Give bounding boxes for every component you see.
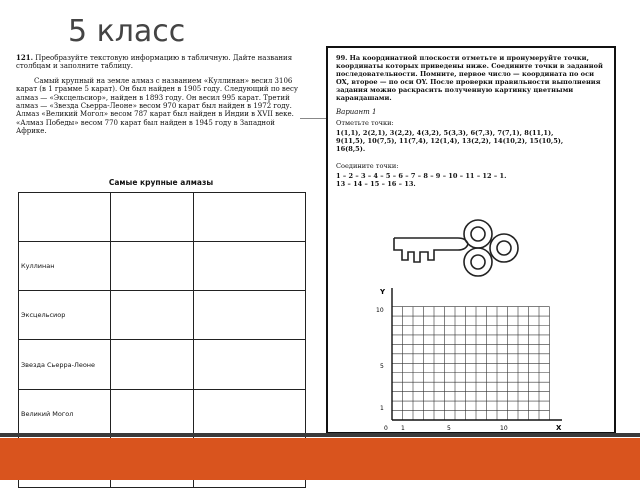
task-121-instruction: Преобразуйте текстовую информацию в табличную. Дайте названия столбцам и заполните таблицу.: [16, 54, 293, 71]
task-121-body: Самый крупный на земле алмаз с названием «Куллинан» весил 3106 карат (в 1 грамме 5 карат). Он был найден в 1905 году. Следующий по весу алмаз — «Эксцельсиор», найден в 1893 году. Он весил 995 карат. Третий алмаз — «Звезда Сьерра-Леоне» весом 970 карат был найден в 1972 году. Алмаз «Великий Могол» весом 787 карат был найден в Индии в XVII веке. «Алмаз Победы» весом 770 карат был найден в 1945 году в Западной Африке.: [16, 76, 299, 136]
y-tick-label: 10: [376, 307, 384, 314]
table-row: [19, 389, 306, 438]
table-row: [19, 242, 306, 291]
connect-label: Соедините точки:: [336, 161, 399, 170]
points-list: 1(1,1), 2(2,1), 3(2,2), 4(3,2), 5(3,3), 6(7,3), 7(7,1), 8(11,1), 9(11,5), 10(7,5), 11(7,4), 12(1,4), 13(2,2), 14(10,2), 15(10,5), 16(8,5).: [336, 129, 564, 154]
key-bit: [394, 238, 458, 262]
key-bow-bottom: [464, 248, 492, 276]
y-tick-label: 5: [380, 363, 384, 370]
y-axis-label: Y: [380, 288, 386, 296]
footer-stripe: [0, 433, 640, 437]
task-99-number: 99.: [336, 54, 348, 62]
task-99-instruction: На координатной плоскости отметьте и пронумеруйте точки, координаты которых приведены ниже. Соедините точки в заданной последовательности. Помните, первое число — координата по оси OX, второе — по оси OY. После проверки правильности выполнения задания можно раскрасить полученную картинку цветными карандашами.: [336, 54, 603, 102]
table-row: [19, 291, 306, 340]
y-tick-label: 1: [380, 405, 384, 412]
row-label: Куллинан: [19, 242, 111, 291]
x-tick-label: 5: [447, 425, 451, 432]
task-99-text: [336, 54, 608, 102]
connect-sequence: 1 – 2 – 3 – 4 – 5 – 6 – 7 – 8 – 9 – 10 – 11 – 12 – 1. 13 – 14 – 15 – 16 – 13.: [336, 171, 507, 188]
key-illustration: [388, 216, 528, 282]
coordinate-grid: [372, 282, 572, 432]
table-row: [19, 193, 306, 242]
mark-points-label: Отметьте точки:: [336, 119, 394, 127]
left-page: [16, 54, 306, 438]
x-tick-label: 10: [500, 425, 508, 432]
x-tick-label: 0: [384, 425, 388, 432]
table-row: [19, 340, 306, 389]
row-label: Великий Могол: [19, 389, 111, 438]
diamond-table-title: Самые крупные алмазы: [108, 178, 214, 187]
row-label: Эксцельсиор: [19, 291, 111, 340]
footer-bar: [0, 438, 640, 480]
slide-title: 5 класс: [68, 14, 186, 49]
x-axis-label: X: [556, 424, 562, 432]
task-121-number: 121.: [16, 53, 34, 62]
key-bow-right: [490, 234, 518, 262]
row-label: Звезда Сьерра-Леоне: [19, 340, 111, 389]
connector-line: [300, 118, 326, 119]
task-121-intro: [16, 54, 306, 71]
variant-label: Вариант 1: [336, 108, 377, 116]
x-tick-label: 1: [401, 425, 405, 432]
